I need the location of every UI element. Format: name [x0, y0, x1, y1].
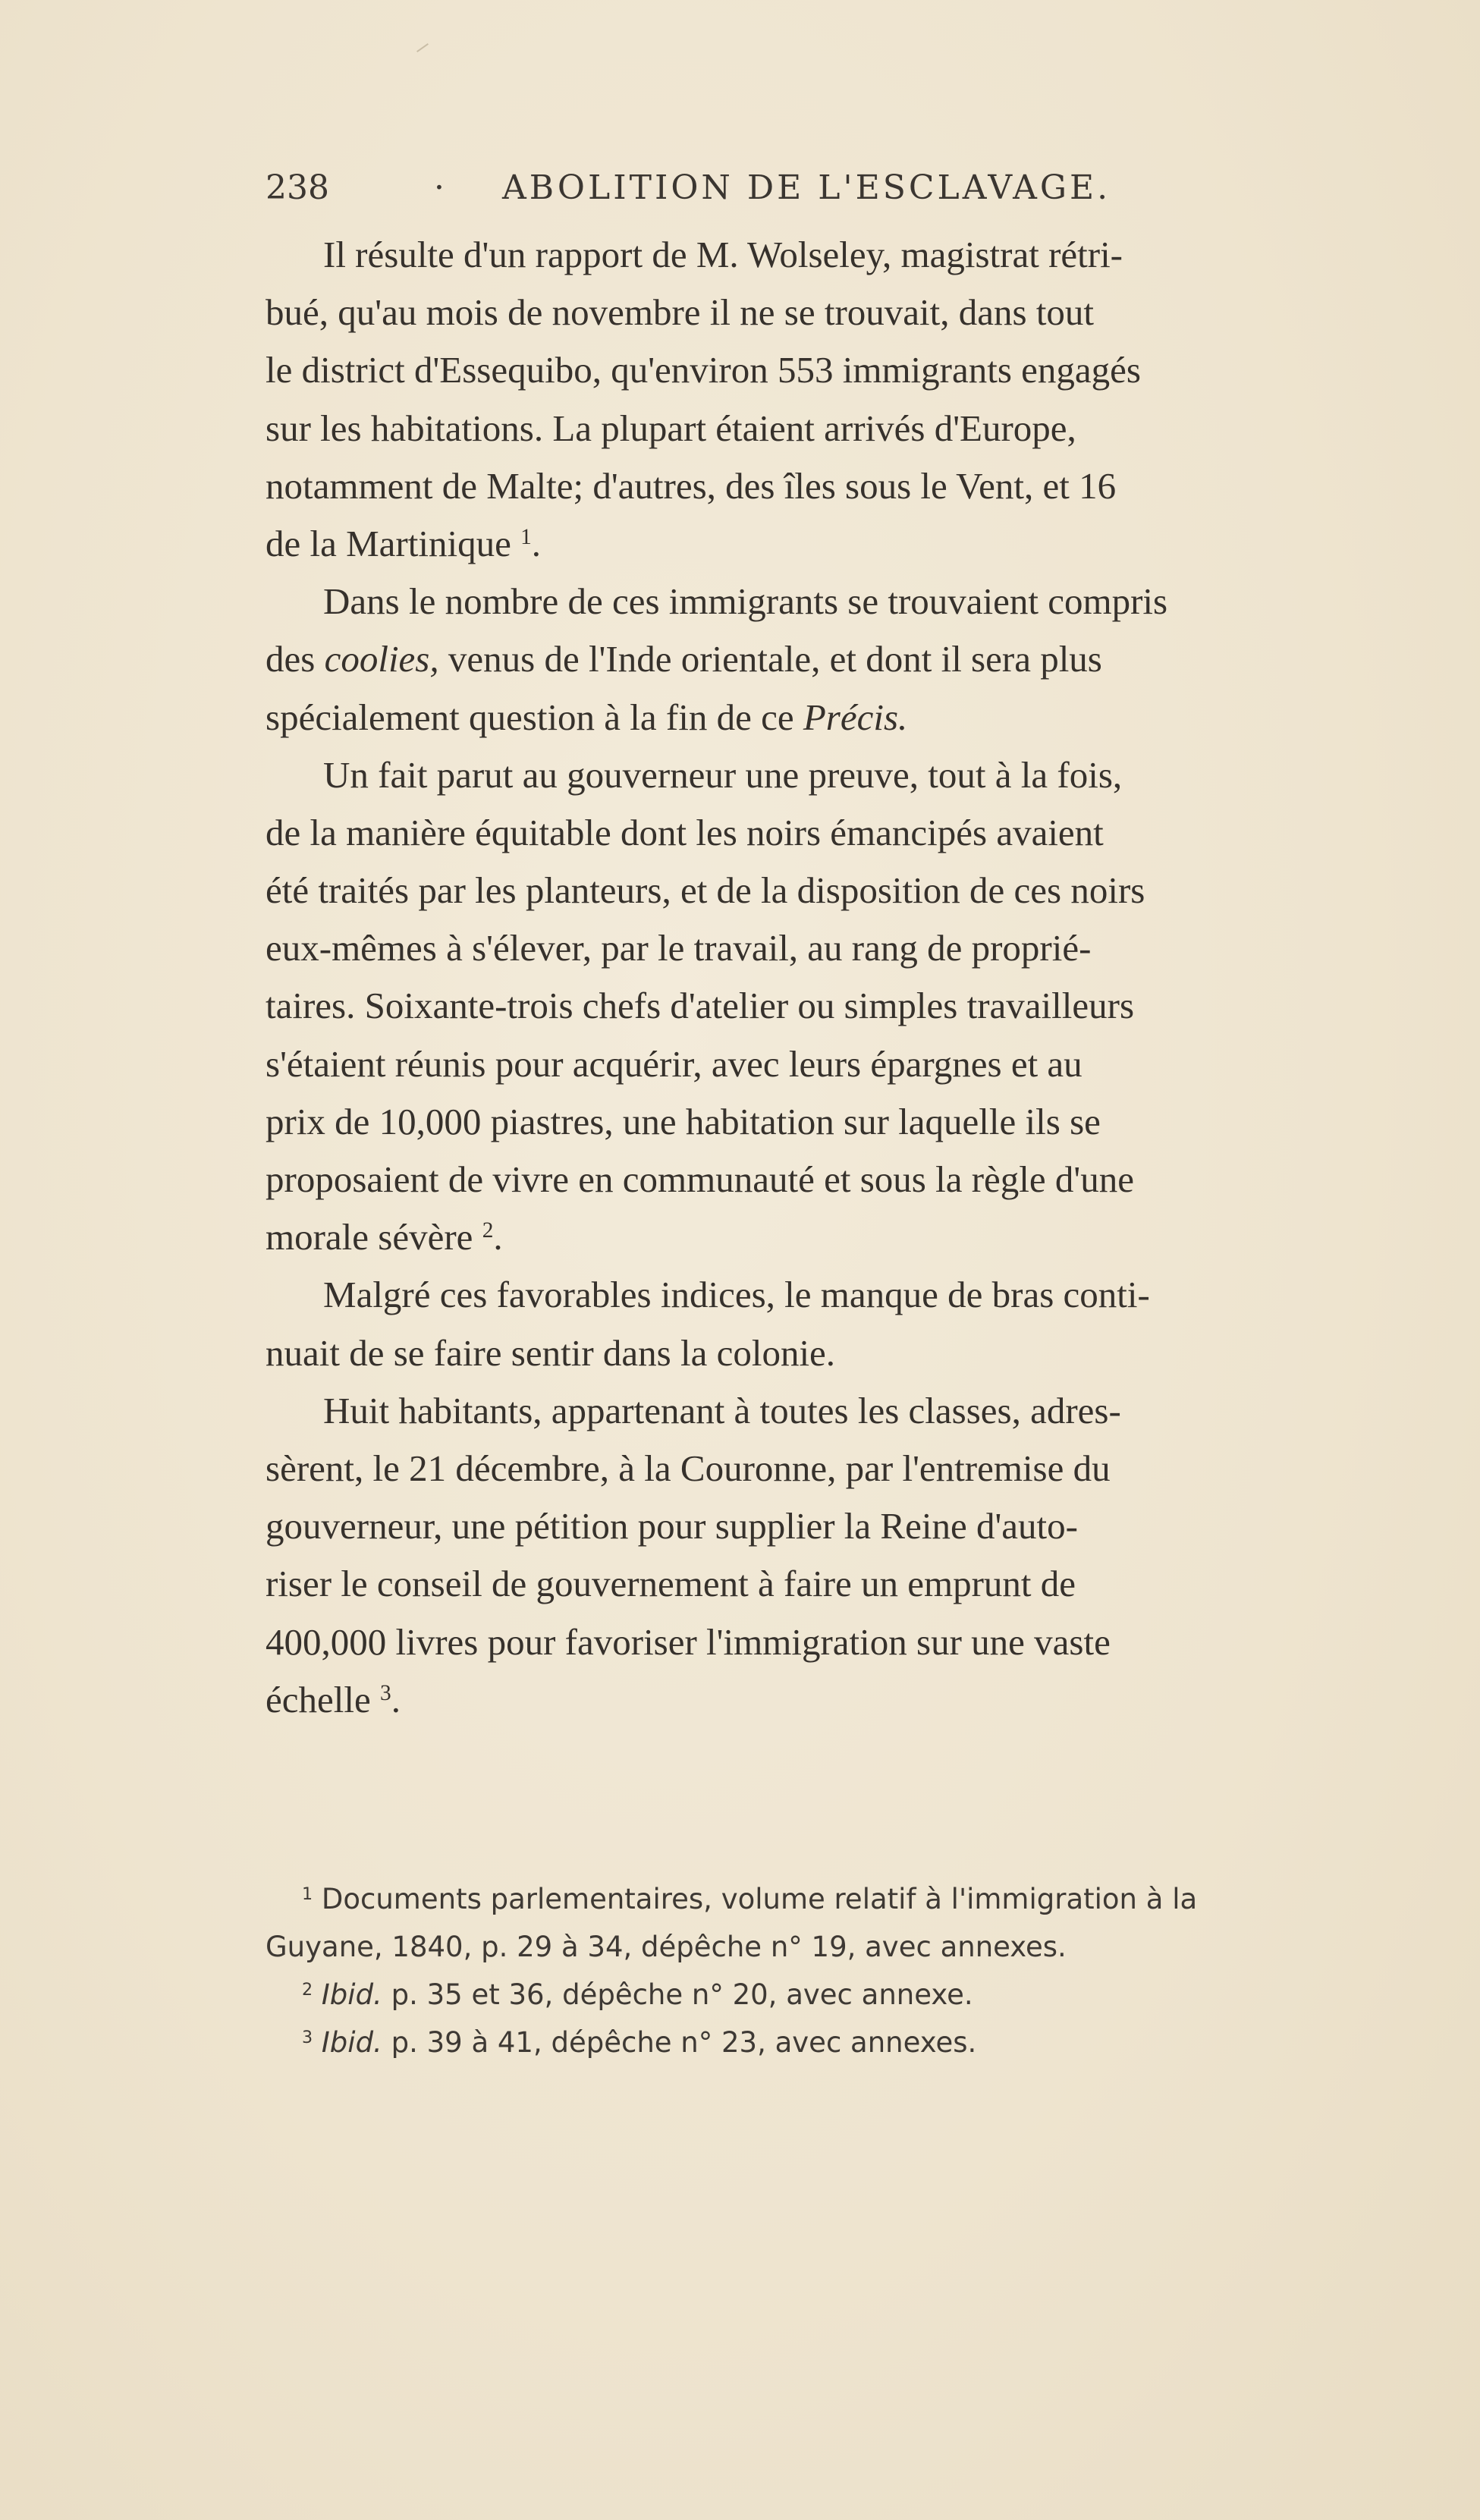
footnote-text: Documents parlementaires, volume relatif à l'immigration à la — [321, 1883, 1198, 1915]
footnote-mark: 3 — [302, 2027, 313, 2047]
text-line: prix de 10,000 piastres, une habitation sur laquelle ils se — [266, 1100, 1101, 1142]
footnote-mark: 2 — [302, 1979, 313, 2000]
text-line: 400,000 livres pour favoriser l'immigration sur une vaste — [266, 1620, 1111, 1663]
italic-term: Précis. — [803, 696, 908, 738]
text-segment: des — [266, 638, 325, 680]
page-number: 238 — [266, 168, 329, 207]
text-line — [266, 1208, 1403, 1266]
text-segment: morale sévère — [266, 1216, 473, 1258]
text-line — [266, 630, 1403, 688]
text-segment: . — [493, 1216, 503, 1258]
text-line — [266, 515, 1403, 573]
footnote-ref: 2 — [482, 1218, 494, 1243]
footnote-ref: 3 — [379, 1680, 391, 1705]
text-line: Il résulte d'un rapport de M. Wolseley, magistrat rétri- — [323, 234, 1123, 275]
text-segment: spécialement question à la fin de ce — [266, 696, 803, 738]
text-line: notamment de Malte; d'autres, des îles sous le Vent, et 16 — [266, 464, 1117, 507]
text-line: été traités par les planteurs, et de la disposition de ces noirs — [266, 869, 1145, 912]
text-line: gouverneur, une pétition pour supplier la Reine d'auto- — [266, 1505, 1078, 1548]
footnotes — [266, 1875, 1403, 2066]
footnote-3 — [266, 2019, 1403, 2066]
text-line: Huit habitants, appartenant à toutes les classes, adres- — [323, 1389, 1121, 1431]
text-line: sur les habitations. La plupart étaient arrivés d'Europe, — [266, 407, 1076, 449]
text-line: riser le conseil de gouvernement à faire un emprunt de — [266, 1563, 1076, 1605]
running-head-title: ABOLITION DE L'ESCLAVAGE. — [502, 168, 1111, 207]
text-line: nuait de se faire sentir dans la colonie. — [266, 1331, 836, 1374]
running-head-separator: · — [434, 168, 445, 207]
footnote-text: p. 35 et 36, dépêche n° 20, avec annexe. — [382, 1978, 973, 2011]
text-line: taires. Soixante-trois chefs d'atelier ou simples travailleurs — [266, 985, 1135, 1027]
footnote-1-continued: Guyane, 1840, p. 29 à 34, dépêche n° 19, avec annexes. — [266, 1931, 1067, 1963]
text-line — [266, 1671, 1403, 1729]
text-line: eux-mêmes à s'élever, par le travail, au rang de proprié- — [266, 927, 1092, 969]
paper-mark — [416, 43, 429, 52]
text-line: Dans le nombre de ces immigrants se trouvaient compris — [323, 580, 1168, 623]
text-segment: venus de l'Inde orientale, et dont il sera plus — [438, 638, 1102, 680]
footnote-ref: 1 — [520, 524, 532, 549]
footnote-text: p. 39 à 41, dépêche n° 23, avec annexes. — [382, 2026, 977, 2059]
text-line: sèrent, le 21 décembre, à la Couronne, par l'entremise du — [266, 1447, 1111, 1489]
footnote-ibid: Ibid. — [321, 1978, 382, 2011]
text-segment: . — [391, 1678, 401, 1720]
text-line: proposaient de vivre en communauté et sous la règle d'une — [266, 1158, 1134, 1200]
text-line: Un fait parut au gouverneur une preuve, tout à la fois, — [323, 753, 1123, 796]
text-segment: . — [531, 522, 542, 564]
footnote-mark: 1 — [302, 1884, 313, 1904]
footnote-1 — [266, 1875, 1403, 1923]
italic-term: coolies, — [324, 638, 439, 680]
running-head — [266, 168, 1145, 222]
text-line: le district d'Essequibo, qu'environ 553 immigrants engagés — [266, 349, 1141, 391]
text-segment: de la Martinique — [266, 522, 511, 564]
footnote-ibid: Ibid. — [321, 2026, 382, 2059]
body-text — [266, 226, 1403, 1729]
text-line: de la manière équitable dont les noirs émancipés avaient — [266, 811, 1104, 853]
footnote-2 — [266, 1971, 1403, 2019]
text-line — [266, 689, 1403, 746]
text-line: bué, qu'au mois de novembre il ne se trouvait, dans tout — [266, 291, 1095, 334]
text-segment: échelle — [266, 1678, 371, 1720]
text-line: Malgré ces favorables indices, le manque de bras conti- — [323, 1274, 1150, 1316]
text-line: s'étaient réunis pour acquérir, avec leurs épargnes et au — [266, 1042, 1083, 1085]
